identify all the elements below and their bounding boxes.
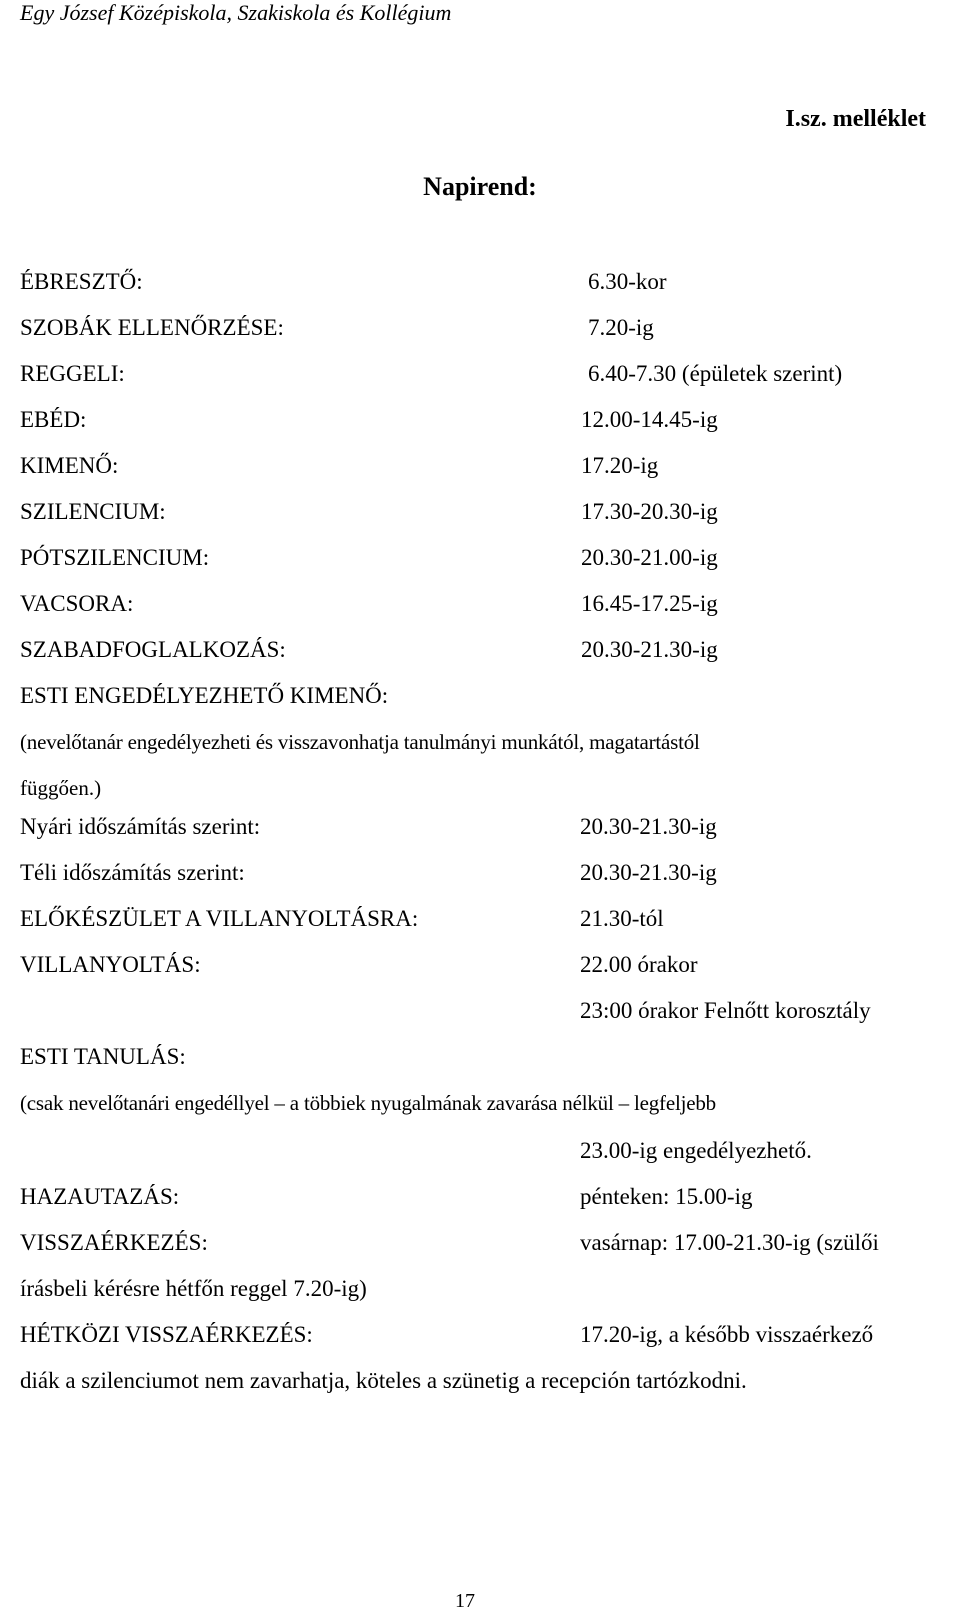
evening-leave-label: ESTI ENGEDÉLYEZHETŐ KIMENŐ: (20, 683, 389, 708)
page-title: Napirend: (423, 172, 537, 201)
home-travel-time: pénteken: 15.00-ig (580, 1184, 753, 1209)
weekday-return-note: diák a szilenciumot nem zavarhatja, köteles a szünetig a recepción tartózkodni. (20, 1368, 747, 1393)
evening-study-label: ESTI TANULÁS: (20, 1044, 186, 1069)
schedule-label: SZOBÁK ELLENŐRZÉSE: (20, 315, 284, 340)
home-travel-label: HAZAUTAZÁS: (20, 1184, 180, 1209)
lights-off-label: VILLANYOLTÁS: (20, 952, 201, 977)
evening-study-note: (csak nevelőtanári engedéllyel – a többiek nyugalmának zavarása nélkül – legfeljebb (20, 1091, 716, 1115)
lights-prep-label: ELŐKÉSZÜLET A VILLANYOLTÁSRA: (20, 906, 419, 931)
winter-time-label: Téli időszámítás szerint: (20, 860, 245, 885)
schedule-label: EBÉD: (20, 407, 87, 432)
schedule-time: 12.00-14.45-ig (581, 407, 718, 432)
weekday-return-label: HÉTKÖZI VISSZAÉRKEZÉS: (20, 1322, 313, 1347)
schedule-time: 16.45-17.25-ig (581, 591, 718, 616)
schedule-time: 6.30-kor (588, 269, 667, 294)
weekday-return-time: 17.20-ig, a később visszaérkező (580, 1322, 874, 1347)
schedule-time: 20.30-21.00-ig (581, 545, 718, 570)
schedule-label: REGGELI: (20, 361, 125, 386)
schedule-time: 7.20-ig (588, 315, 654, 340)
return-label: VISSZAÉRKEZÉS: (20, 1230, 208, 1255)
evening-leave-note: (nevelőtanár engedélyezheti és visszavonhatja tanulmányi munkától, magatartástól (20, 730, 700, 754)
evening-leave-note-cont: függően.) (20, 776, 102, 800)
summer-time-label: Nyári időszámítás szerint: (20, 814, 261, 839)
lights-off-time: 22.00 órakor (580, 952, 698, 977)
annex-label: I.sz. melléklet (785, 106, 926, 132)
schedule-time: 17.30-20.30-ig (581, 499, 718, 524)
schedule-time: 17.20-ig (581, 453, 659, 478)
schedule-label: SZABADFOGLALKOZÁS: (20, 637, 286, 662)
return-time: vasárnap: 17.00-21.30-ig (szülői (580, 1230, 879, 1255)
schedule-label: SZILENCIUM: (20, 499, 166, 524)
schedule-time: 20.30-21.30-ig (581, 637, 718, 662)
schedule-label: PÓTSZILENCIUM: (20, 545, 210, 570)
evening-study-note-cont: 23.00-ig engedélyezhető. (580, 1138, 812, 1163)
winter-time-value: 20.30-21.30-ig (580, 860, 717, 885)
schedule-label: KIMENŐ: (20, 453, 119, 478)
summer-time-value: 20.30-21.30-ig (580, 814, 717, 839)
schedule-time: 6.40-7.30 (épületek szerint) (588, 361, 843, 386)
lights-off-adult-time: 23:00 órakor Felnőtt korosztály (580, 998, 871, 1023)
page-header: Egy József Középiskola, Szakiskola és Kollégium (20, 0, 452, 25)
schedule-label: ÉBRESZTŐ: (20, 269, 143, 294)
return-note-cont: írásbeli kérésre hétfőn reggel 7.20-ig) (20, 1276, 367, 1301)
page-number: 17 (455, 1590, 475, 1612)
lights-prep-time: 21.30-tól (580, 906, 664, 931)
schedule-label: VACSORA: (20, 591, 134, 616)
